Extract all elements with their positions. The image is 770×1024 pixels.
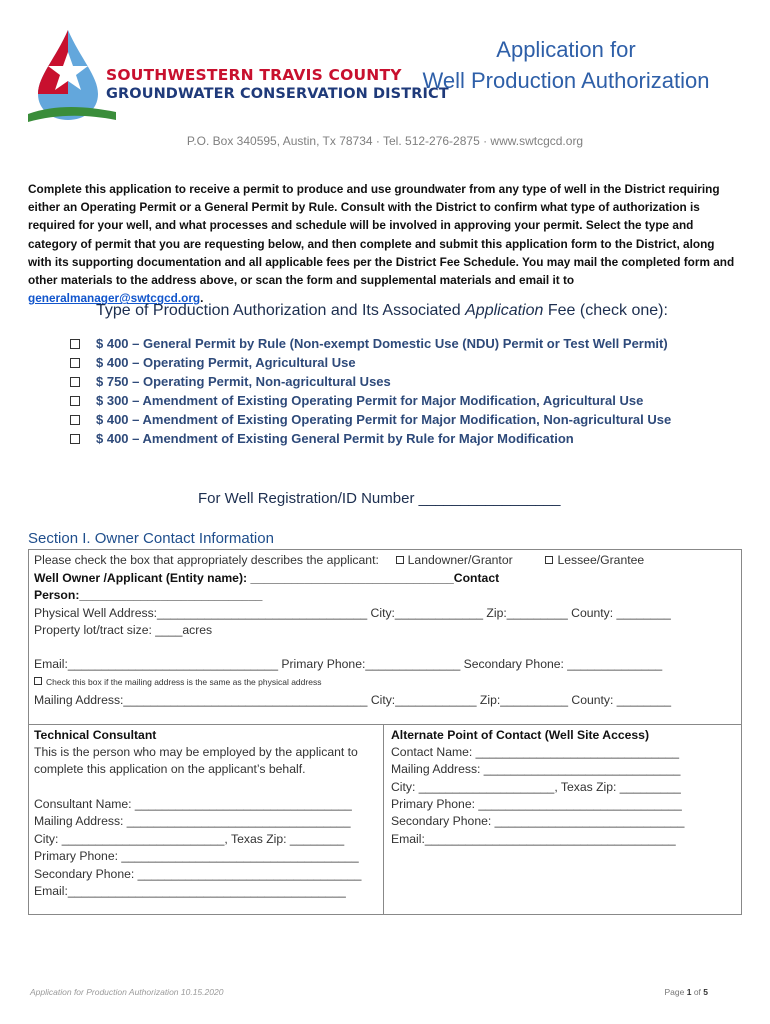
consultant-city-field[interactable]: City: ________________________, Texas Zip: ________ (34, 832, 345, 846)
landowner-checkbox[interactable] (396, 556, 404, 564)
mailing-address-field[interactable]: Mailing Address:____________________________________ City:____________ Zip:__________ County: ________ (34, 693, 672, 707)
applicant-type-prompt: Please check the box that appropriately describes the applicant: (34, 553, 379, 567)
same-address-checkbox[interactable] (34, 677, 42, 685)
lessee-checkbox[interactable] (545, 556, 553, 564)
tech-desc-2: complete this application on the applicant’s behalf. (34, 762, 306, 776)
type-heading-suffix: Fee (check one): (543, 302, 668, 319)
consultant-name-field[interactable]: Consultant Name: ________________________________ (34, 797, 352, 811)
alt-email-field[interactable]: Email:_____________________________________ (391, 832, 676, 846)
type-heading-text: Type of Production Authorization and Its Associated (96, 302, 466, 319)
logo-drop-icon (26, 28, 116, 128)
fee-option-label: $ 400 – General Permit by Rule (Non-exempt Domestic Use (NDU) Permit or Test Well Permit) (96, 336, 668, 351)
contact-person-field[interactable]: Person:___________________________ (34, 588, 263, 602)
fee-option[interactable] (70, 372, 671, 391)
fee-option[interactable] (70, 353, 671, 372)
consultant-primary-phone-field[interactable]: Primary Phone: ___________________________________ (34, 849, 359, 863)
fee-option-label: $ 400 – Amendment of Existing General Permit by Rule for Major Modification (96, 431, 574, 446)
district-logo (26, 28, 449, 128)
checkbox[interactable] (70, 396, 80, 406)
alt-city-field[interactable]: City: ____________________, Texas Zip: _________ (391, 780, 681, 794)
alt-secondary-phone-field[interactable]: Secondary Phone: ____________________________ (391, 814, 685, 828)
fee-options-list (70, 334, 671, 448)
intro-text: Complete this application to receive a permit to produce and use groundwater from any type of well in the District requiring either an Operating Permit or a General Permit by Rule. Consult with the District to confirm what type of authorization is required for your well, and what processes and schedule will be involved in approving your permit. Select the type and category of permit that you are requesting below, and then complete and submit this application form to the District, along with its supporting documentation and all applicable fees per the District Fee Schedule. You may mail the completed form and other materials to the address above, or scan the form and supplemental materials and email it to (28, 182, 735, 288)
fee-option[interactable] (70, 410, 671, 429)
logo-line-2: GROUNDWATER CONSERVATION DISTRICT (106, 86, 449, 102)
alt-mailing-field[interactable]: Mailing Address: _____________________________ (391, 762, 681, 776)
fee-option-label: $ 400 – Amendment of Existing Operating Permit for Major Modification, Non-agricultural Use (96, 412, 672, 427)
box-divider (28, 724, 742, 725)
district-address: P.O. Box 340595, Austin, Tx 78734 · Tel. 512-276-2875 · www.swtcgcd.org (186, 134, 584, 148)
fee-option-label: $ 300 – Amendment of Existing Operating Permit for Major Modification, Agricultural Use (96, 393, 644, 408)
type-heading-italic: Application (465, 302, 544, 319)
email-link[interactable]: generalmanager@swtcgcd.org (28, 291, 201, 306)
tech-desc-1: This is the person who may be employed by the applicant to (34, 745, 358, 759)
fee-option-label: $ 400 – Operating Permit, Agricultural Use (96, 355, 356, 370)
page-current: 1 (686, 987, 692, 997)
logo-line-1: SOUTHWESTERN TRAVIS COUNTY (106, 66, 402, 84)
alt-primary-phone-field[interactable]: Primary Phone: ______________________________ (391, 797, 682, 811)
lessee-label: Lessee/Grantee (557, 553, 645, 567)
checkbox[interactable] (70, 339, 80, 349)
same-address-label: Check this box if the mailing address is the same as the physical address (46, 677, 322, 687)
property-size-field[interactable]: Property lot/tract size: ____acres (34, 623, 213, 637)
fee-option[interactable] (70, 429, 671, 448)
intro-paragraph (28, 180, 736, 307)
applicant-type-row (34, 553, 644, 567)
owner-name-field[interactable]: Well Owner /Applicant (Entity name): ______________________________Contact (34, 571, 500, 585)
fee-option[interactable] (70, 334, 671, 353)
consultant-email-field[interactable]: Email:_________________________________________ (34, 884, 346, 898)
physical-address-field[interactable]: Physical Well Address:_______________________________ City:_____________ Zip:_________ County: ________ (34, 606, 671, 620)
title-line-1: Application for (496, 37, 636, 62)
tech-heading: Technical Consultant (34, 728, 157, 742)
page-number (665, 987, 709, 997)
page-title (406, 34, 726, 96)
checkbox[interactable] (70, 415, 80, 425)
fee-option-label: $ 750 – Operating Permit, Non-agricultural Uses (96, 374, 391, 389)
well-registration-line[interactable]: For Well Registration/ID Number _________________ (198, 490, 561, 507)
title-line-2: Well Production Authorization (422, 68, 710, 93)
footer-form-name: Application for Production Authorization 10.15.2020 (30, 987, 224, 997)
type-heading (96, 302, 668, 320)
page-total: 5 (703, 987, 708, 997)
email-phone-row[interactable]: Email:_______________________________ Primary Phone:______________ Secondary Phone: ______________ (34, 657, 663, 671)
page-of: of (691, 987, 704, 997)
fee-option[interactable] (70, 391, 671, 410)
alt-contact-name-field[interactable]: Contact Name: ______________________________ (391, 745, 680, 759)
consultant-secondary-phone-field[interactable]: Secondary Phone: _________________________________ (34, 867, 362, 881)
page-label: Page (664, 987, 687, 997)
alt-heading: Alternate Point of Contact (Well Site Access) (391, 728, 650, 742)
checkbox[interactable] (70, 358, 80, 368)
checkbox[interactable] (70, 377, 80, 387)
intro-end: . (200, 291, 204, 306)
section-1-title: Section I. Owner Contact Information (28, 530, 274, 547)
same-address-row (34, 677, 321, 687)
consultant-mailing-field[interactable]: Mailing Address: _________________________________ (34, 814, 351, 828)
box-column-divider (383, 724, 384, 915)
checkbox[interactable] (70, 434, 80, 444)
landowner-label: Landowner/Grantor (407, 553, 513, 567)
